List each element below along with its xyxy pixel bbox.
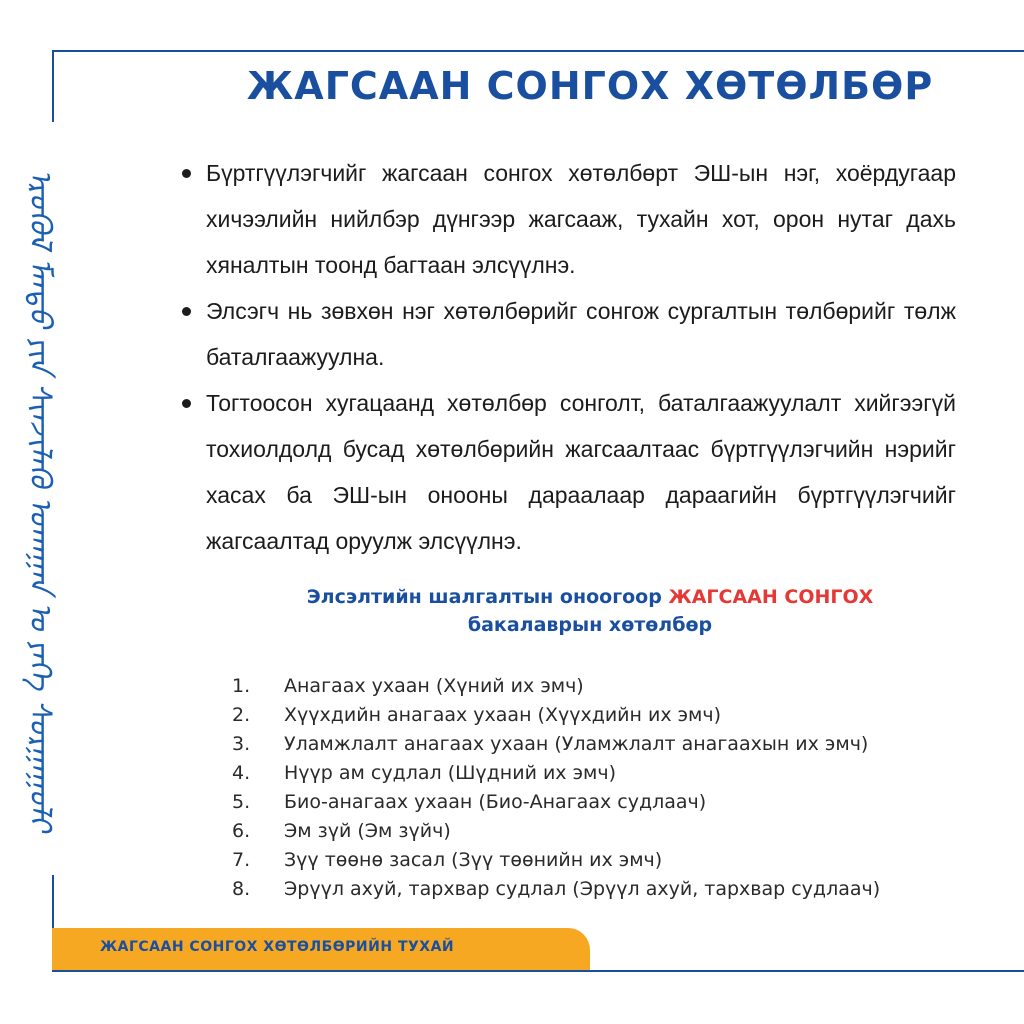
bullet-dot-icon xyxy=(182,307,191,316)
program-number: 6. xyxy=(232,820,251,842)
page-title: ЖАГСААН СОНГОХ ХӨТӨЛБӨР xyxy=(246,64,934,108)
bullet-dot-icon xyxy=(182,399,191,408)
program-item xyxy=(232,730,880,759)
program-item xyxy=(232,846,880,875)
program-item xyxy=(232,875,880,904)
program-number: 5. xyxy=(232,791,251,813)
frame-bottom-line xyxy=(52,970,1024,972)
frame-top-line xyxy=(52,50,1024,52)
program-name: Зүү төөнө засал (Зүү төөнийн их эмч) xyxy=(284,849,663,871)
frame-left-line-top xyxy=(52,50,54,122)
program-name: Био-анагаах ухаан (Био-Анагаах судлаач) xyxy=(284,791,707,813)
program-number: 1. xyxy=(232,675,251,697)
info-bullet-list xyxy=(176,150,956,564)
footer-title: ЖАГСААН СОНГОХ ХӨТӨЛБӨРИЙН ТУХАЙ xyxy=(100,939,455,955)
heading-highlight: ЖАГСААН СОНГОХ xyxy=(668,586,874,608)
bullet-text: Тогтоосон хугацаанд хөтөлбөр сонголт, баталгаажуулалт хийгээгүй тохиолдолд бусад хөтөлбөрийн жагсаалтаас бүртгүүлэгчийн нэрийг хасах ба ЭШ-ын онооны дараалаар дараагийн бүртгүүлэгчийг жагсаалтад оруулж элсүүлнэ. xyxy=(206,390,956,554)
program-name: Уламжлалт анагаах ухаан (Уламжлалт анагаахын их эмч) xyxy=(284,733,869,755)
program-item xyxy=(232,672,880,701)
program-number: 2. xyxy=(232,704,251,726)
bullet-item xyxy=(176,380,956,564)
heading-line2: бакалаврын хөтөлбөр xyxy=(467,614,713,636)
program-item xyxy=(232,759,880,788)
program-item xyxy=(232,788,880,817)
side-vertical-script xyxy=(10,145,70,855)
program-name: Эрүүл ахуй, тархвар судлал (Эрүүл ахуй, тархвар судлаач) xyxy=(284,878,881,900)
program-name: Хүүхдийн анагаах ухаан (Хүүхдийн их эмч) xyxy=(284,704,722,726)
program-number: 4. xyxy=(232,762,251,784)
bullet-item xyxy=(176,288,956,380)
program-number: 8. xyxy=(232,878,251,900)
program-list-heading xyxy=(200,583,980,639)
program-name: Нүүр ам судлал (Шүдний их эмч) xyxy=(284,762,616,784)
program-number: 3. xyxy=(232,733,251,755)
program-list xyxy=(232,672,880,904)
program-item xyxy=(232,701,880,730)
bullet-text: Элсэгч нь зөвхөн нэг хөтөлбөрийг сонгож сургалтын төлбөрийг төлж баталгаажуулна. xyxy=(206,298,956,370)
program-number: 7. xyxy=(232,849,251,871)
program-item xyxy=(232,817,880,846)
bullet-text: Бүртгүүлэгчийг жагсаан сонгох хөтөлбөрт ЭШ-ын нэг, хоёрдугаар хичээлийн нийлбэр дүнгээр жагсааж, тухайн хот, орон нутаг дахь хяналтын тоонд багтаан элсүүлнэ. xyxy=(206,160,956,278)
heading-text: Элсэлтийн шалгалтын оноогоор xyxy=(306,586,669,608)
program-name: Эм зүй (Эм зүйч) xyxy=(284,820,451,842)
side-script-text: ᠡᠷᠦᠭᠦᠯ ᠮᠡᠨᠳᠦ ᠶᠢᠨ ᠰᠢᠨᠵᠢᠯᠡᠬᠦ ᠤᠬᠠᠭᠠᠨ ᠤ ᠶᠡᠬᠡ ᠰᠤᠷᠭᠠᠭᠤᠯᠢ xyxy=(22,168,58,832)
bullet-dot-icon xyxy=(182,169,191,178)
footer-banner xyxy=(52,928,590,970)
bullet-item xyxy=(176,150,956,288)
program-name: Анагаах ухаан (Хүний их эмч) xyxy=(284,675,584,697)
